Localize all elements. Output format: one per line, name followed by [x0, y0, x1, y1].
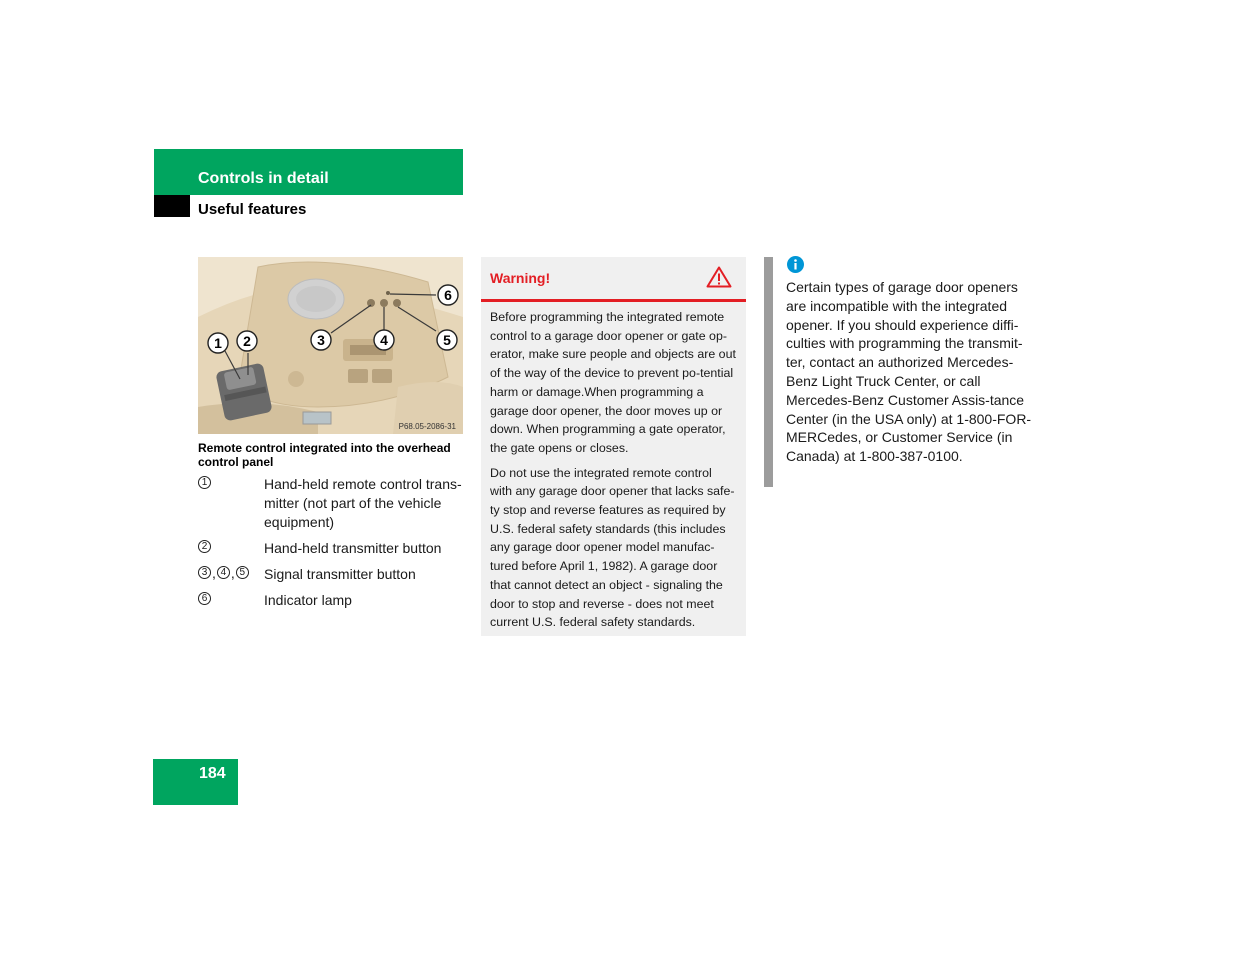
callout-6 — [438, 285, 458, 305]
page-number: 184 — [199, 765, 226, 782]
svg-text:1: 1 — [214, 335, 222, 351]
svg-text:3: 3 — [317, 332, 325, 348]
legend-list — [198, 475, 466, 617]
legend-key-separator: , — [230, 565, 235, 581]
legend-key-5: 5 — [236, 566, 249, 579]
legend-key-1: 1 — [198, 476, 211, 489]
warning-title: Warning! — [490, 270, 551, 286]
warning-box — [481, 257, 746, 636]
legend-item — [198, 591, 466, 610]
warning-header — [481, 257, 746, 302]
section-title: Controls in detail — [198, 170, 329, 187]
warning-paragraph: Before programming the integrated remote control to a garage door opener or gate op-erator, make sure people and objects are out of the way of the device to prevent po-tential harm or damage.When programming a garage door opener, the door moves up or down. When programming a gate operator, the gate opens or closes. — [490, 310, 736, 455]
warning-triangle-icon — [706, 266, 732, 293]
legend-text: Signal transmitter button — [264, 566, 416, 582]
overhead-control-panel-illustration — [198, 257, 463, 434]
overhead-panel-drawing — [198, 257, 463, 434]
callout-2 — [237, 331, 257, 351]
info-icon — [787, 256, 804, 278]
callout-4 — [374, 330, 394, 350]
subsection-title: Useful features — [198, 201, 307, 218]
subsection-marker — [154, 195, 190, 217]
legend-key-3: 3 — [198, 566, 211, 579]
svg-text:5: 5 — [443, 332, 451, 348]
callout-5 — [437, 330, 457, 350]
legend-key-6: 6 — [198, 592, 211, 605]
legend-key-separator: , — [212, 565, 216, 581]
legend-item — [198, 475, 466, 532]
info-text: Certain types of garage door openers are incompatible with the integrated opener. If you should experience diffi-culties with programming the transmit-ter, contact an authorized Mercedes-Benz Light Truck Center, or call Mercedes-Benz Customer Assis-tance Center (in the USA only) at 1-800-FOR-MERCedes, or Customer Service (in Canada) at 1-800-387-0100. — [786, 279, 1032, 465]
warning-paragraph: Do not use the integrated remote control with any garage door opener that lacks safe-ty stop and reverse features as required by U.S. federal safety standards (this includes any garage door opener model manufac-tured before April 1, 1982). A garage door that cannot detect an object - signaling the door to stop and reverse - does not meet current U.S. federal safety standards. — [490, 465, 735, 630]
legend-text: Hand-held transmitter button — [264, 540, 442, 556]
legend-text: Hand-held remote control trans-mitter (not part of the vehicle equipment) — [264, 476, 462, 530]
legend-item — [198, 539, 466, 558]
warning-body — [481, 302, 746, 632]
figure-caption: Remote control integrated into the overhead control panel — [198, 441, 451, 469]
callout-3 — [311, 330, 331, 350]
legend-key-4: 4 — [217, 566, 230, 579]
svg-text:4: 4 — [380, 332, 388, 348]
legend-key-2: 2 — [198, 540, 211, 553]
legend-text: Indicator lamp — [264, 592, 352, 608]
info-side-bar — [764, 257, 773, 487]
legend-item — [198, 565, 466, 584]
svg-text:2: 2 — [243, 333, 251, 349]
figure-code: P68.05-2086-31 — [398, 422, 456, 431]
handheld-transmitter — [215, 363, 272, 422]
callout-1 — [208, 333, 228, 353]
svg-text:6: 6 — [444, 287, 452, 303]
